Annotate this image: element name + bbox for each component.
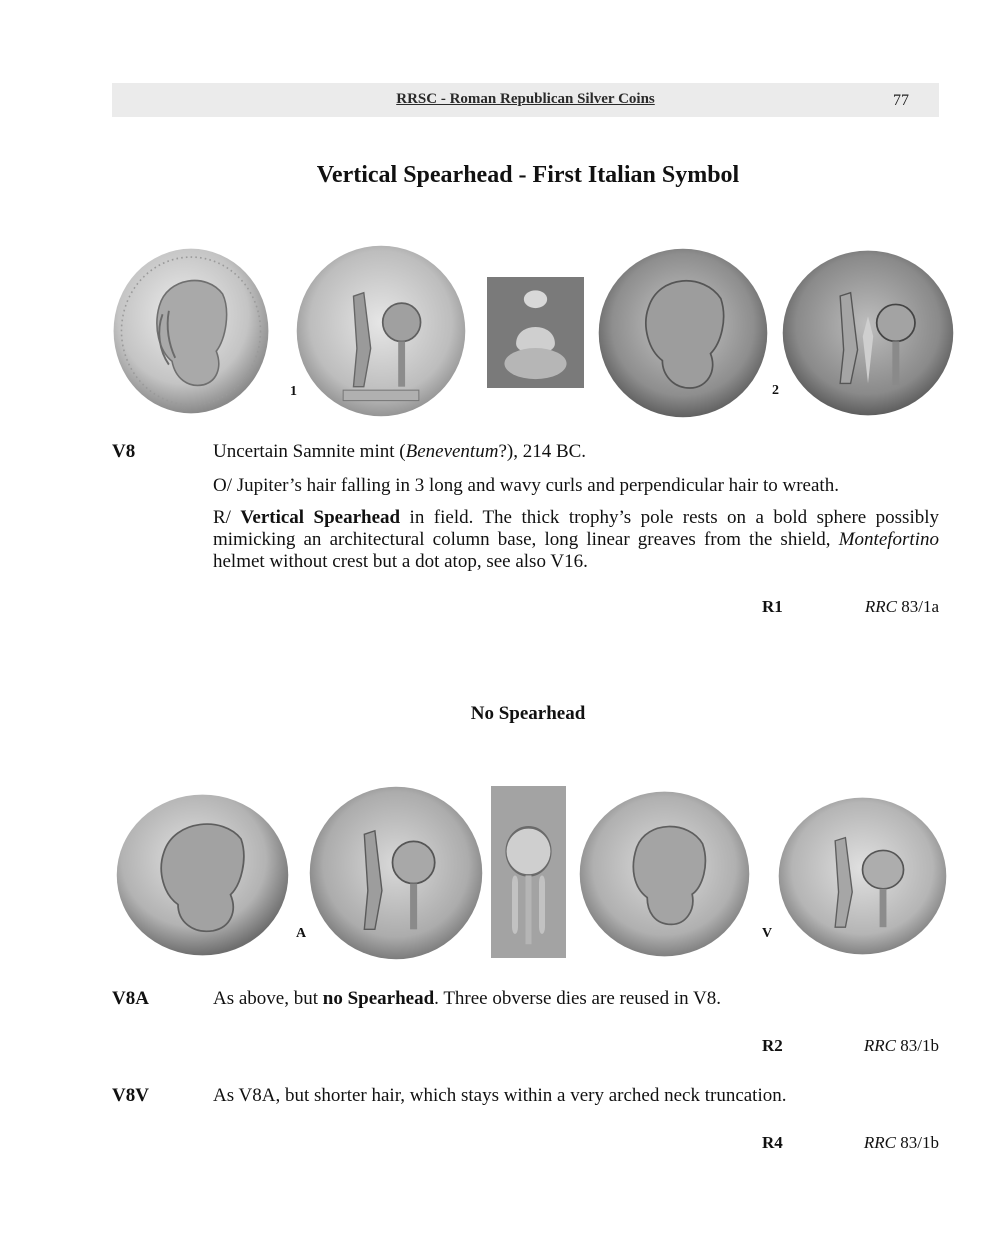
trophy-detail-image [491, 786, 566, 958]
plate-label: A [296, 926, 307, 941]
section-heading: No Spearhead [470, 703, 586, 724]
variant-description: As V8A, but shorter hair, which stays within a very arched neck truncation. [213, 1085, 787, 1106]
rarity-rating: R2 [762, 1036, 783, 1055]
coin-reverse-victory-trophy-image [295, 244, 467, 418]
section-heading: Vertical Spearhead - First Italian Symbol [316, 162, 740, 188]
catalogue-id: V8V [112, 1085, 149, 1106]
rrc-reference: RRC 83/1a [864, 597, 939, 616]
coin-reverse-victory-trophy-image [781, 249, 955, 417]
catalogue-id: V8 [112, 441, 136, 462]
header-title: RRSC - Roman Republican Silver Coins [396, 91, 655, 107]
plate-label: 2 [772, 383, 779, 398]
coin-obverse-jupiter-image [112, 247, 270, 415]
coin-obverse-jupiter-image [578, 790, 751, 958]
catalogue-id: V8A [112, 988, 149, 1009]
plate-label: V [762, 926, 773, 941]
reverse-description: R/ Vertical Spearhead in field. The thick trophy’s pole rests on a bold sphere possibly mimicking an architectural column base, long linear greaves from the shield, Montefortino helmet without crest but a dot atop, see also V16. [213, 507, 940, 572]
rrc-reference: RRC 83/1b [863, 1133, 939, 1152]
coin-reverse-victory-trophy-image [777, 796, 948, 956]
running-header [112, 83, 939, 117]
coin-obverse-jupiter-image [115, 793, 290, 957]
rarity-rating: R4 [762, 1133, 783, 1152]
rarity-rating: R1 [762, 597, 783, 616]
obverse-description: O/ Jupiter’s hair falling in 3 long and wavy curls and perpendicular hair to wreath. [213, 475, 839, 496]
coin-reverse-victory-trophy-image [308, 785, 484, 961]
coin-obverse-jupiter-image [597, 247, 769, 419]
trophy-detail-image [487, 277, 584, 388]
rrc-reference: RRC 83/1b [863, 1036, 939, 1055]
mint-and-date: Uncertain Samnite mint (Beneventum?), 214 BC. [213, 441, 587, 462]
variant-description: As above, but no Spearhead. Three obverse dies are reused in V8. [213, 988, 721, 1009]
plate-label: 1 [290, 384, 297, 399]
page-number: 77 [893, 92, 909, 109]
